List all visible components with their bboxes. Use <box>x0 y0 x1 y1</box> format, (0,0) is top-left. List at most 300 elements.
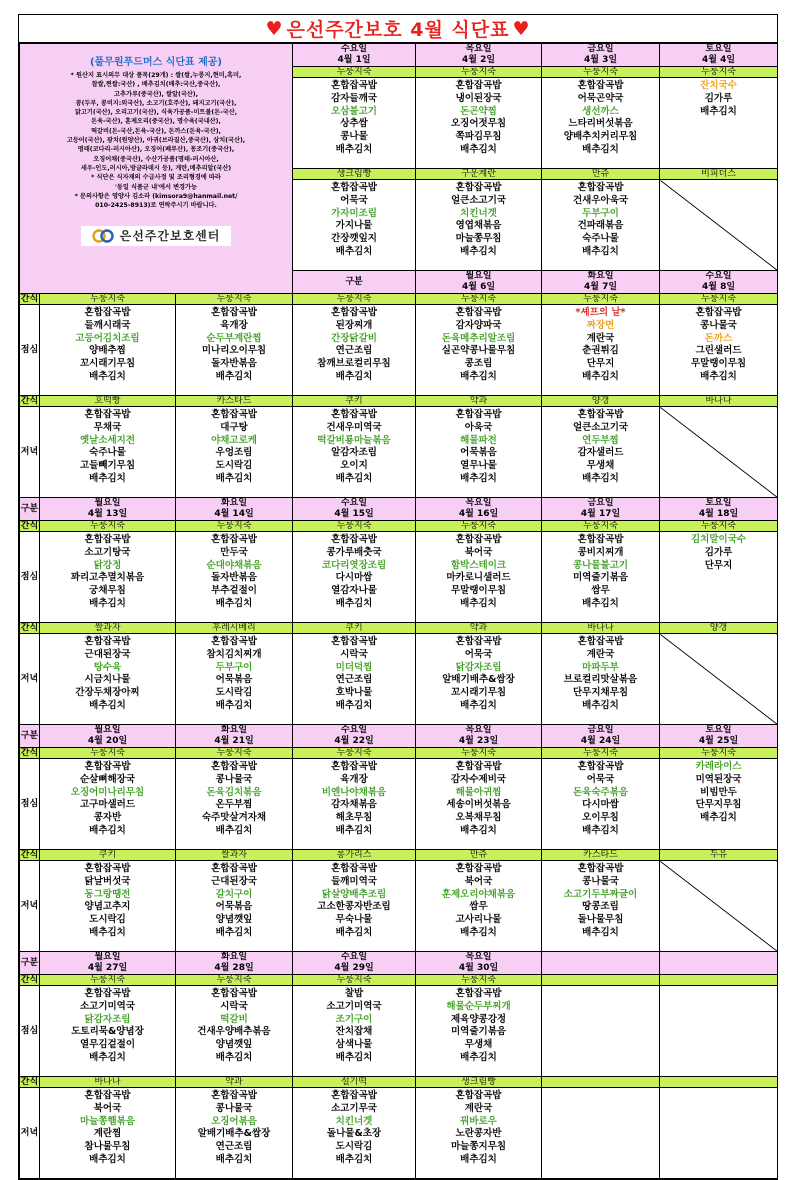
snack-cell: 쿠키 <box>293 623 416 634</box>
row-label: 저녁 <box>20 1088 40 1179</box>
day-name: 수요일 <box>340 725 368 735</box>
menu-cell <box>40 1088 176 1179</box>
day-header <box>40 952 176 975</box>
snack-cell: 누룽지죽 <box>660 521 778 532</box>
empty-cell <box>660 861 778 952</box>
menu-item: 오이지 <box>340 460 368 472</box>
menu-item: 콩가루배춧국 <box>326 546 382 558</box>
menu-item: 어묵볶음 <box>215 901 253 913</box>
day-name: 화요일 <box>220 498 248 508</box>
menu-item: 혼합잡곡밥 <box>84 409 131 420</box>
menu-item: 해물파전 <box>460 434 497 446</box>
day-header <box>542 271 660 294</box>
snack-cell: 누룽지죽 <box>660 748 778 759</box>
menu-item: 숙주나물 <box>89 447 126 459</box>
snack-cell: 호떡빵 <box>40 396 176 407</box>
menu-item: 상추쌈 <box>340 118 368 130</box>
menu-item: 어묵곤약국 <box>577 92 624 104</box>
day-header <box>416 498 542 521</box>
menu-item: 우엉조림 <box>215 447 253 459</box>
menu-item: 배추김치 <box>582 926 619 938</box>
menu-item: 김치말이국수 <box>690 534 747 545</box>
snack-cell: 누룽지죽 <box>176 975 293 986</box>
day-name: 수요일 <box>340 952 368 962</box>
snack-cell: 쿠키 <box>40 850 176 861</box>
menu-item: 혼합잡곡밥 <box>84 636 131 647</box>
menu-item: 배추김치 <box>460 472 497 484</box>
menu-item: 배추김치 <box>335 824 373 836</box>
menu-item: 배추김치 <box>460 699 497 711</box>
menu-item: 혼합잡곡밥 <box>577 636 624 647</box>
info-line: 명태(코다리-러시아산), 오징어(페루산), 꽁조기(중국산), <box>77 146 235 154</box>
blank-cell <box>542 986 660 1077</box>
menu-item: 해물순두부찌개 <box>446 1000 511 1012</box>
snack-cell: 누룽지죽 <box>542 748 660 759</box>
day-date: 4월 8일 <box>701 282 736 292</box>
menu-item: 배추김치 <box>215 597 253 609</box>
snack-cell: 바나나 <box>660 396 778 407</box>
menu-item: 돈까스 <box>704 332 733 344</box>
menu-item: 알감자조림 <box>331 447 377 459</box>
menu-item: 소고기미역국 <box>79 1000 136 1012</box>
menu-item: 참나물무침 <box>84 1141 131 1153</box>
menu-item: 배추김치 <box>215 1153 253 1165</box>
menu-item: 제육양콩강정 <box>450 1013 507 1025</box>
menu-item: 배추김치 <box>582 370 619 382</box>
menu-item: 호박나물 <box>335 687 373 699</box>
day-header <box>660 271 778 294</box>
menu-item: 꼬시래기무침 <box>79 358 136 370</box>
menu-item: 양념깻잎 <box>215 914 253 926</box>
menu-item: 콩나물불고기 <box>572 559 629 571</box>
menu-item: 혼합잡곡밥 <box>455 182 502 193</box>
menu-cell <box>293 532 416 623</box>
menu-item: 두부구이 <box>215 661 253 673</box>
menu-item: 고등어김치조림 <box>75 332 140 344</box>
snack-cell: 후레시베리 <box>176 623 293 634</box>
menu-item: 도시락김 <box>215 687 253 699</box>
menu-item: 쪽파김무침 <box>455 131 502 143</box>
menu-item: 혼합잡곡밥 <box>331 80 377 91</box>
menu-item: 배추김치 <box>215 926 253 938</box>
menu-item: 혼합잡곡밥 <box>331 534 377 545</box>
menu-item: 배추김치 <box>460 926 497 938</box>
menu-item: 얼큰소고기국 <box>450 194 507 206</box>
menu-item: 혼합잡곡밥 <box>84 988 131 999</box>
row-label: 구분 <box>20 725 40 748</box>
menu-item: 오징어볶음 <box>211 1115 257 1127</box>
menu-cell <box>176 986 293 1077</box>
menu-item: 시락국 <box>340 648 368 660</box>
menu-item: 소고기무국 <box>331 1102 377 1114</box>
snack-row <box>20 1077 778 1088</box>
snack-cell <box>660 975 778 986</box>
menu-item: 잔치국수 <box>700 80 737 91</box>
snack-cell: 카스타드 <box>542 850 660 861</box>
menu-item: 마파두부 <box>582 661 619 673</box>
menu-item: 오이무침 <box>582 812 619 824</box>
menu-item: 시금치나물 <box>84 674 131 686</box>
menu-item: 무말랭이무침 <box>450 585 507 597</box>
menu-item: 무채국 <box>93 421 122 433</box>
menu-item: 연근조림 <box>335 345 373 357</box>
snack-cell: 비피더스 <box>660 169 778 180</box>
menu-item: 배추김치 <box>582 245 619 257</box>
snack-cell: 두유 <box>660 850 778 861</box>
info-line: * 식단은 식자재의 수급사정 및 조리형경에 따라 <box>91 174 221 182</box>
menu-item: 배추김치 <box>460 245 497 257</box>
menu-cell <box>293 305 416 396</box>
row-label: 간식 <box>20 521 39 531</box>
menu-item: 생선까스 <box>582 105 619 117</box>
day-date: 4월 4일 <box>701 55 736 65</box>
info-line: 찹쌀,찐쌀:국산) , 배추김치(배추:국산,중국산), <box>91 81 221 89</box>
menu-item: 단무지 <box>704 559 733 571</box>
lunch-row <box>20 759 778 850</box>
menu-item: 혼합잡곡밥 <box>331 761 377 772</box>
menu-item: 배추김치 <box>460 143 497 155</box>
menu-item: 미더덕찜 <box>335 661 373 673</box>
menu-item: 혼합잡곡밥 <box>455 1090 502 1101</box>
menu-cell <box>293 1088 416 1179</box>
menu-cell <box>293 407 416 498</box>
menu-item: 혼합잡곡밥 <box>455 636 502 647</box>
menu-item: 배추김치 <box>460 1051 497 1063</box>
menu-cell <box>40 532 176 623</box>
menu-item: 배추김치 <box>215 472 253 484</box>
snack-cell: 누룽지죽 <box>40 975 176 986</box>
menu-item: 배추김치 <box>700 370 737 382</box>
menu-item: 배추김치 <box>700 105 737 117</box>
menu-cell <box>416 634 542 725</box>
menu-item: 콩자반 <box>93 812 122 824</box>
snack-cell: 쌀과자 <box>40 623 176 634</box>
day-name: 월요일 <box>94 952 121 962</box>
menu-item: 콩나물국 <box>582 875 619 887</box>
row-label: 간식 <box>20 1077 39 1087</box>
menu-item: 무생채 <box>586 460 615 472</box>
menu-cell <box>416 1088 542 1179</box>
menu-cell <box>416 305 542 396</box>
menu-item: 연두부찜 <box>582 434 619 446</box>
menu-cell <box>176 861 293 952</box>
menu-item: 배추김치 <box>582 824 619 836</box>
day-header <box>542 952 660 975</box>
menu-item: 미역된장국 <box>695 773 742 785</box>
day-date: 4월 7일 <box>583 282 618 292</box>
info-line: 고등어(국산), 광치(원양산), 아귀(브라질산,중국산), 삼치(국산), <box>66 137 246 145</box>
menu-item: 혼합잡곡밥 <box>331 863 377 874</box>
menu-cell <box>176 407 293 498</box>
day-header <box>40 498 176 521</box>
menu-item: 혼합잡곡밥 <box>577 409 624 420</box>
menu-item: 돌자반볶음 <box>211 572 257 584</box>
header-row <box>20 44 778 67</box>
menu-item: 오징어미나리무침 <box>70 786 145 798</box>
menu-item: 마늘쫑햄볶음 <box>79 1115 136 1127</box>
day-date: 4월 30일 <box>458 963 499 973</box>
menu-item: 순대야채볶음 <box>206 559 262 571</box>
snack-cell: 누룽지죽 <box>40 748 176 759</box>
menu-cell <box>293 78 416 169</box>
menu-cell <box>542 634 660 725</box>
menu-item: 꽈리고추멸치볶음 <box>70 572 145 584</box>
logo-icon <box>92 229 114 243</box>
menu-item: 된장찌개 <box>335 319 373 331</box>
day-date: 4월 21일 <box>214 736 254 746</box>
menu-item: 참깨브로컬리무침 <box>317 358 391 370</box>
snack-cell: 누룽지죽 <box>416 294 542 305</box>
day-name: 금요일 <box>587 44 614 54</box>
snack-cell: 누룽지죽 <box>542 67 660 78</box>
snack-cell: 누룽지죽 <box>176 521 293 532</box>
day-header <box>416 725 542 748</box>
menu-item: 대구탕 <box>220 421 248 433</box>
menu-item: 들깨시래국 <box>84 319 131 331</box>
menu-item: 고들빼기무침 <box>79 460 136 472</box>
snack-cell: 롱가리스 <box>293 850 416 861</box>
day-date: 4월 28일 <box>214 963 254 973</box>
menu-item: 동그랑땡전 <box>84 888 131 900</box>
menu-cell <box>660 78 778 169</box>
menu-item: *셰프의 날* <box>575 307 626 318</box>
menu-cell <box>542 532 660 623</box>
menu-item: 간장두채장아찌 <box>75 687 140 699</box>
menu-item: 열무나물 <box>460 460 497 472</box>
menu-cell <box>416 861 542 952</box>
menu-item: 꼬시래기무침 <box>450 687 507 699</box>
menu-item: 혼합잡곡밥 <box>211 307 257 318</box>
menu-cell <box>416 759 542 850</box>
snack-cell: 누룽지죽 <box>293 748 416 759</box>
logo-text: 은선주간보호센터 <box>119 228 221 243</box>
menu-cell <box>293 986 416 1077</box>
header-row <box>20 952 778 975</box>
menu-item: 훈제오리야채볶음 <box>441 888 516 900</box>
menu-item: 삼색나물 <box>335 1039 373 1051</box>
menu-cell <box>176 634 293 725</box>
menu-item: 육개장 <box>340 773 368 785</box>
snack-row <box>20 748 778 759</box>
row-label: 점심 <box>20 305 40 396</box>
menu-item: 조기구이 <box>335 1013 373 1025</box>
info-line: * 문의사항은 영양사 김소라 (kimsora9@hanmail.net/ <box>74 192 238 200</box>
menu-item: 닭강정 <box>93 559 122 571</box>
snack-cell: 생크림빵 <box>293 169 416 180</box>
menu-cell <box>176 532 293 623</box>
menu-cell <box>542 407 660 498</box>
menu-item: 혼합잡곡밥 <box>211 409 257 420</box>
menu-cell <box>40 986 176 1077</box>
info-line: 고추가루(중국산), 쌀알(국산), <box>114 90 198 98</box>
snack-row <box>20 623 778 634</box>
menu-item: 어묵국 <box>586 773 615 785</box>
menu-item: 건파래볶음 <box>577 220 624 232</box>
menu-item: 건새우아욱국 <box>572 194 629 206</box>
menu-cell <box>176 1088 293 1179</box>
menu-item: 짜장면 <box>586 319 615 331</box>
menu-item: 북어국 <box>464 546 493 558</box>
menu-item: 건새우양배추볶음 <box>197 1026 271 1038</box>
menu-item: 혼합잡곡밥 <box>331 307 377 318</box>
menu-item: 배추김치 <box>89 472 126 484</box>
row-label: 저녁 <box>20 861 40 952</box>
menu-item: 영엽채볶음 <box>455 220 502 232</box>
menu-item: 순살뼈해장국 <box>79 773 136 785</box>
menu-item: 혼합잡곡밥 <box>577 534 624 545</box>
menu-item: 도시락김 <box>335 1141 373 1153</box>
menu-item: 감자샐러드 <box>577 447 624 459</box>
menu-item: 미나리오이무침 <box>201 345 267 357</box>
snack-cell: 누룽지죽 <box>293 521 416 532</box>
menu-item: 배추김치 <box>89 824 126 836</box>
menu-item: 혼합잡곡밥 <box>455 307 502 318</box>
info-line: '동일 식품군 내'에서 변경가능 <box>115 183 197 191</box>
day-name: 금요일 <box>587 498 614 508</box>
day-name: 수요일 <box>705 271 732 281</box>
snack-cell: 약과 <box>416 396 542 407</box>
day-name: 수요일 <box>340 498 368 508</box>
menu-item: 코다리엿장조림 <box>321 559 387 571</box>
menu-cell <box>40 759 176 850</box>
day-date: 4월 18일 <box>698 509 739 519</box>
info-panel <box>20 44 293 294</box>
snack-cell: 누룽지죽 <box>660 294 778 305</box>
menu-item: 배추김치 <box>460 370 497 382</box>
day-name: 화요일 <box>220 725 248 735</box>
menu-item: 배추김치 <box>89 370 126 382</box>
row-label: 저녁 <box>20 407 40 498</box>
menu-item: 계란찜 <box>93 1128 122 1140</box>
menu-item: 마늘쫑지무침 <box>450 1141 507 1153</box>
info-line: 닭고기(국산), 오리고기(국산), 식육가공품-미트볼(돈-국산, <box>74 109 238 117</box>
lunch-row <box>20 532 778 623</box>
menu-item: 배추김치 <box>335 143 373 155</box>
menu-cell <box>40 861 176 952</box>
menu-item: 미역줄기볶음 <box>450 1026 507 1038</box>
day-name: 토요일 <box>705 498 732 508</box>
dinner-row <box>20 407 778 498</box>
snack-cell: 쌀과자 <box>176 850 293 861</box>
day-header <box>416 271 542 294</box>
menu-item: 배추김치 <box>215 1051 253 1063</box>
menu-item: 혼합잡곡밥 <box>331 182 377 193</box>
day-date: 4월 2일 <box>461 55 496 65</box>
snack-cell: 설기떡 <box>293 1077 416 1088</box>
menu-item: 배추김치 <box>89 926 126 938</box>
menu-item: 열무김겉절이 <box>79 1039 136 1051</box>
lunch-row <box>20 305 778 396</box>
menu-item: 혼합잡곡밥 <box>331 409 377 420</box>
menu-item: 김가루 <box>704 546 733 558</box>
menu-item: 돈육숙주볶음 <box>572 786 629 798</box>
menu-item: 배추김치 <box>335 1153 373 1165</box>
day-header <box>176 952 293 975</box>
menu-item: 도시락김 <box>215 460 253 472</box>
menu-item: 배추김치 <box>215 824 253 836</box>
menu-item: 갈치구이 <box>215 888 253 900</box>
menu-item: 세송이버섯볶음 <box>446 799 511 811</box>
row-label: 구분 <box>20 952 40 975</box>
day-header <box>293 725 416 748</box>
menu-cell <box>40 305 176 396</box>
menu-item: 혼합잡곡밥 <box>577 182 624 193</box>
menu-item: 간장닭갈비 <box>331 332 377 344</box>
menu-cell <box>416 532 542 623</box>
menu-item: 순두부계란찜 <box>206 332 262 344</box>
menu-cell <box>660 759 778 850</box>
menu-item: 열감자나물 <box>331 585 377 597</box>
menu-item: 단무지채무침 <box>572 687 629 699</box>
menu-item: 북어국 <box>464 875 493 887</box>
menu-item: 단무지무침 <box>695 799 742 811</box>
menu-item: 배추김치 <box>335 597 373 609</box>
day-header <box>542 44 660 67</box>
menu-item: 실곤약콩나물무침 <box>441 345 516 357</box>
menu-item: 숙주나물 <box>582 233 619 245</box>
day-name: 목요일 <box>465 952 492 962</box>
menu-item: 배추김치 <box>215 699 253 711</box>
menu-sheet <box>18 14 778 1180</box>
menu-cell <box>542 78 660 169</box>
menu-item: 숙주맛살겨자채 <box>201 812 267 824</box>
menu-cell <box>176 759 293 850</box>
menu-cell <box>416 78 542 169</box>
menu-item: 혼합잡곡밥 <box>211 1090 257 1101</box>
menu-item: 그린샐러드 <box>695 345 742 357</box>
day-name: 화요일 <box>587 271 614 281</box>
menu-item: 돈곤약찜 <box>460 105 497 117</box>
menu-item: 배추김치 <box>89 597 126 609</box>
menu-item: 비빔만두 <box>700 786 737 798</box>
info-lines <box>26 71 286 210</box>
menu-item: 가지나물 <box>335 220 373 232</box>
menu-item: 해물아귀찜 <box>455 786 502 798</box>
day-header <box>660 952 778 975</box>
menu-item: 소고기탕국 <box>84 546 131 558</box>
menu-item: 계란국 <box>464 1102 493 1114</box>
menu-item: 쌈무 <box>469 901 488 913</box>
menu-item: 마늘쫑무침 <box>455 233 502 245</box>
menu-item: 들깨미역국 <box>331 875 377 887</box>
day-name: 월요일 <box>94 725 121 735</box>
menu-item: 얼큰소고기국 <box>572 421 629 433</box>
menu-cell <box>660 532 778 623</box>
heart-icon: ♥ <box>265 17 284 40</box>
day-date: 4월 3일 <box>583 55 618 65</box>
snack-row <box>20 396 778 407</box>
day-date: 4월 14일 <box>214 509 254 519</box>
menu-item: 배추김치 <box>460 824 497 836</box>
row-label: 저녁 <box>20 634 40 725</box>
day-name: 목요일 <box>465 498 492 508</box>
snack-cell: 누룽지죽 <box>660 67 778 78</box>
snack-cell: 만쥬 <box>416 850 542 861</box>
menu-item: 시락국 <box>220 1000 248 1012</box>
day-name: 화요일 <box>220 952 248 962</box>
row-label: 간식 <box>20 850 39 860</box>
row-label: 점심 <box>20 986 40 1077</box>
menu-item: 만두국 <box>220 546 248 558</box>
snack-cell: 쿠키 <box>293 396 416 407</box>
menu-item: 근대된장국 <box>211 875 257 887</box>
menu-item: 무숙나물 <box>335 914 373 926</box>
menu-item: 가자미조림 <box>331 207 377 219</box>
menu-item: 춘권튀김 <box>582 345 619 357</box>
menu-item: 계란국 <box>586 648 615 660</box>
menu-item: 혼합잡곡밥 <box>577 80 624 91</box>
menu-item: 연근조림 <box>215 1141 253 1153</box>
